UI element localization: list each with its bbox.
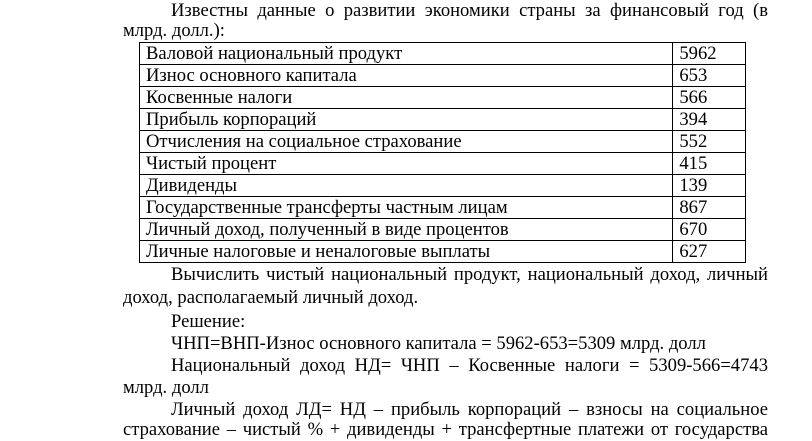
ld-formula-line-1: Личный доход ЛД= НД – прибыль корпораций – взносы на социальное xyxy=(171,399,768,420)
table-cell-value: 670 xyxy=(673,219,746,241)
task-line-1: Вычислить чистый национальный продукт, национальный доход, личный xyxy=(171,264,768,285)
table-cell-label: Косвенные налоги xyxy=(140,87,673,109)
solution-heading: Решение: xyxy=(171,311,246,332)
table-cell-label: Личные налоговые и неналоговые выплаты xyxy=(140,241,673,263)
table-cell-value: 394 xyxy=(673,109,746,131)
table-cell-label: Износ основного капитала xyxy=(140,65,673,87)
table-row xyxy=(140,241,746,263)
table-row xyxy=(140,153,746,175)
table-cell-value: 867 xyxy=(673,197,746,219)
table-row xyxy=(140,197,746,219)
table-row xyxy=(140,87,746,109)
table-cell-label: Государственные трансферты частным лицам xyxy=(140,197,673,219)
table-cell-value: 552 xyxy=(673,131,746,153)
intro-line-2: млрд. долл.): xyxy=(123,20,225,41)
table-cell-label: Дивиденды xyxy=(140,175,673,197)
table-row xyxy=(140,131,746,153)
task-line-2: доход, располагаемый личный доход. xyxy=(123,287,419,308)
table-cell-value: 415 xyxy=(673,153,746,175)
table-row xyxy=(140,109,746,131)
table-row xyxy=(140,175,746,197)
table-cell-value: 5962 xyxy=(673,43,746,65)
table-row xyxy=(140,43,746,65)
ld-formula-line-2: страхование – чистый % + дивиденды + трансфертные платежи от государства xyxy=(123,419,768,440)
table-cell-value: 627 xyxy=(673,241,746,263)
table-cell-label: Прибыль корпораций xyxy=(140,109,673,131)
nnp-formula: ЧНП=ВНП-Износ основного капитала = 5962-653=5309 млрд. долл xyxy=(171,333,706,354)
table-cell-value: 653 xyxy=(673,65,746,87)
table-cell-value: 139 xyxy=(673,175,746,197)
nd-formula-line-2: млрд. долл xyxy=(123,377,209,398)
table-cell-label: Валовой национальный продукт xyxy=(140,43,673,65)
table-row xyxy=(140,65,746,87)
table-cell-label: Отчисления на социальное страхование xyxy=(140,131,673,153)
intro-line-1: Известны данные о развитии экономики страны за финансовый год (в xyxy=(171,0,768,21)
economic-data-table xyxy=(139,42,746,263)
table-row xyxy=(140,219,746,241)
table-cell-value: 566 xyxy=(673,87,746,109)
table-cell-label: Личный доход, полученный в виде процентов xyxy=(140,219,673,241)
nd-formula-line-1: Национальный доход НД= ЧНП – Косвенные налоги = 5309-566=4743 xyxy=(171,355,768,376)
table-cell-label: Чистый процент xyxy=(140,153,673,175)
